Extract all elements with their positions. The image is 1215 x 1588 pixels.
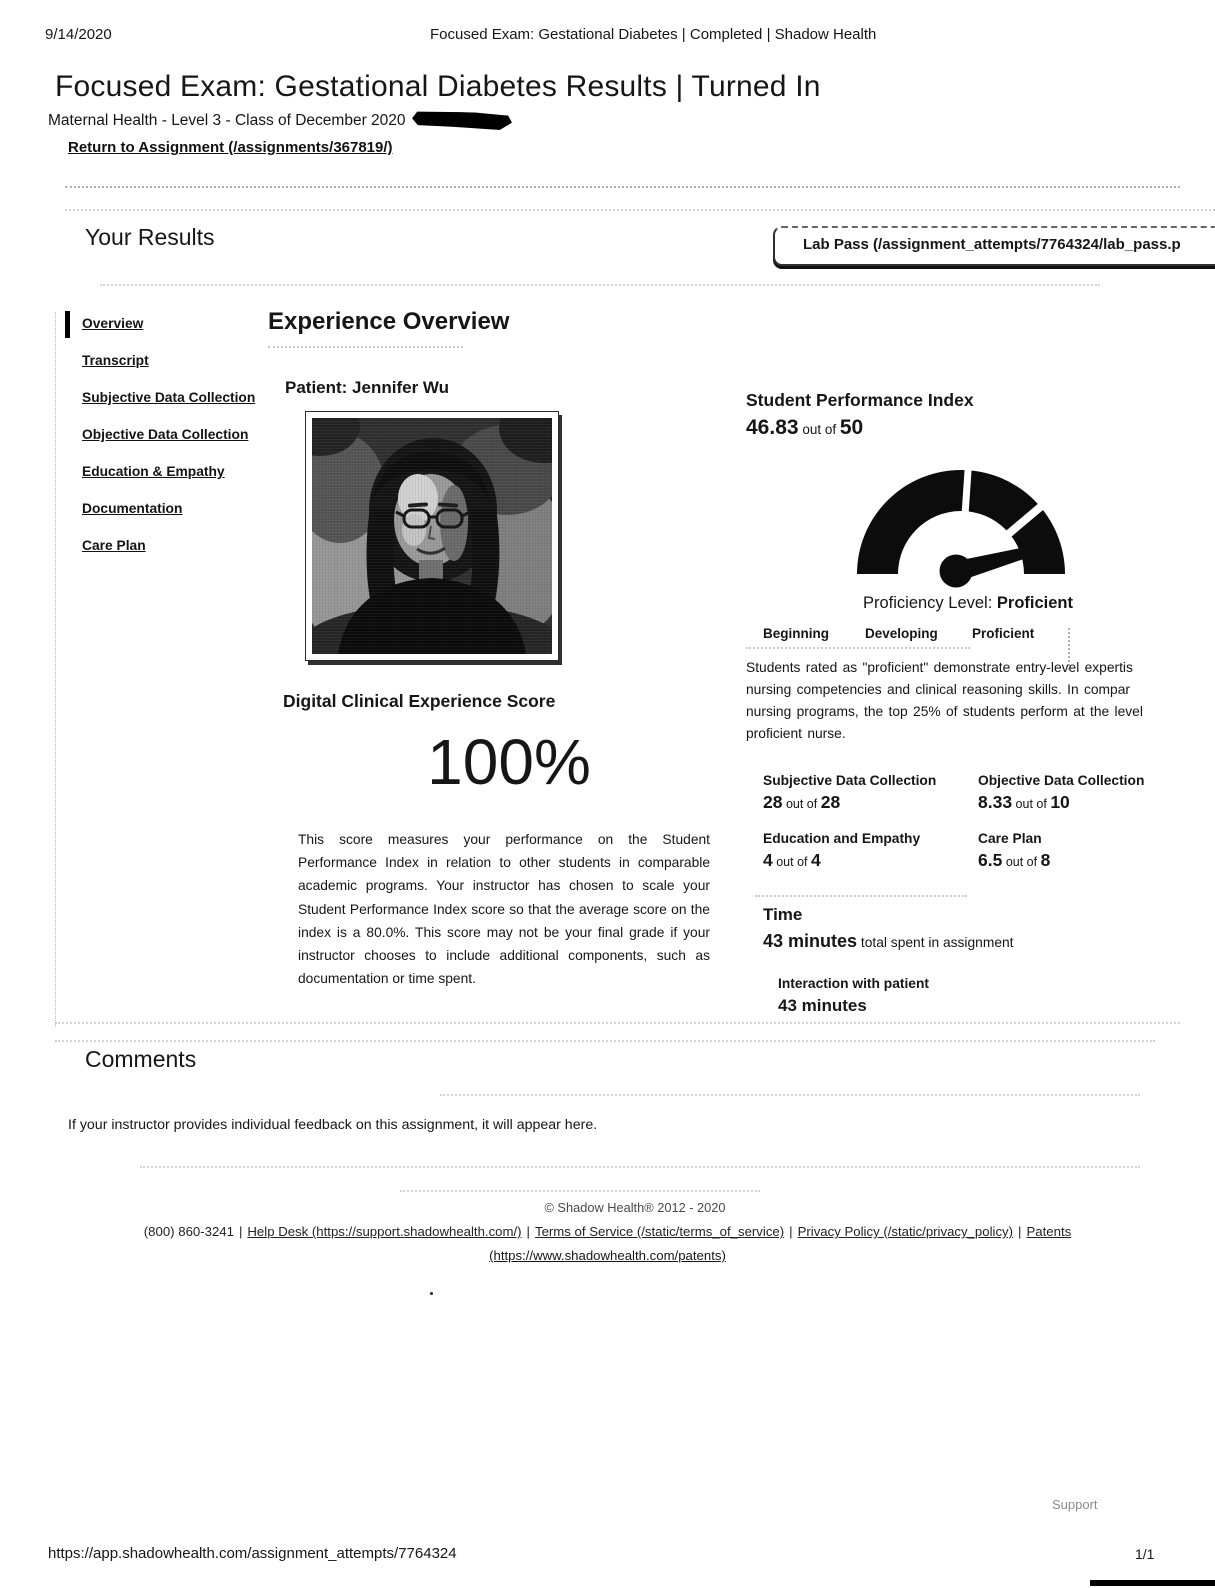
interaction-label: Interaction with patient (778, 976, 930, 991)
experience-overview-section (268, 308, 710, 990)
score-card-value (763, 850, 978, 871)
interaction-block (778, 976, 1215, 1016)
comments-heading: Comments (85, 1046, 197, 1072)
score-card-label: Subjective Data Collection (763, 773, 937, 788)
copyright-text: © Shadow Health® 2012 - 2020 (544, 1200, 726, 1215)
score-max: 28 (820, 792, 841, 812)
sidebar-item-label: Objective Data Collection (82, 427, 249, 442)
sidebar-item-label: Overview (82, 316, 144, 331)
out-of-label: out of (1015, 797, 1047, 811)
out-of-label: out of (1005, 855, 1038, 869)
sidebar-item-education-empathy[interactable] (82, 464, 272, 479)
score-card (978, 773, 1215, 813)
separator-line (65, 186, 1180, 188)
score-value: 28 (763, 792, 783, 812)
time-total-line (763, 931, 1215, 952)
score-card-label: Care Plan (978, 831, 1042, 846)
scan-artifact-line (1068, 628, 1070, 670)
time-heading: Time (763, 905, 803, 924)
results-nav (82, 316, 272, 575)
page-title: Focused Exam: Gestational Diabetes Results | Turned In (55, 70, 821, 103)
experience-overview-heading: Experience Overview (268, 308, 510, 335)
sidebar-item-label: Transcript (82, 353, 149, 368)
level-label-developing: Developing (865, 626, 938, 641)
score-value: 8.33 (978, 792, 1013, 812)
print-date: 9/14/2020 (45, 26, 112, 43)
sidebar-item-overview[interactable] (82, 316, 272, 331)
score-max: 8 (1040, 850, 1051, 870)
patient-name-label: Patient: Jennifer Wu (285, 378, 450, 397)
sidebar-item-documentation[interactable] (82, 501, 272, 516)
sidebar-item-subjective-data-collection[interactable] (82, 390, 272, 405)
course-subtitle: Maternal Health - Level 3 - Class of December 2020 (48, 112, 406, 129)
sidebar-item-objective-data-collection[interactable] (82, 427, 272, 442)
print-footer-url: https://app.shadowhealth.com/assignment_attempts/7764324 (48, 1545, 457, 1562)
active-indicator (65, 311, 70, 338)
category-scores-grid (763, 773, 1215, 871)
student-performance-section (746, 390, 1215, 1016)
dce-score-heading: Digital Clinical Experience Score (283, 691, 556, 711)
your-results-heading: Your Results (85, 224, 215, 250)
scan-artifact-bar (1090, 1580, 1215, 1586)
score-card-value (978, 792, 1215, 813)
score-value: 6.5 (978, 850, 1003, 870)
score-card (763, 831, 978, 871)
description-line: Students rated as "proficient" demonstrate entry-level expertis (746, 660, 1133, 675)
description-line: nursing competencies and clinical reasoning skills. In compar (746, 682, 1130, 697)
print-page-number: 1/1 (1135, 1546, 1155, 1562)
spi-max: 50 (839, 416, 864, 439)
print-doc-title: Focused Exam: Gestational Diabetes | Completed | Shadow Health (430, 26, 877, 43)
description-line: proficient nurse. (746, 726, 846, 741)
scan-artifact-line (55, 312, 56, 1027)
footer-separator: | (1018, 1224, 1022, 1239)
out-of-label: out of (785, 797, 818, 811)
proficiency-description (746, 657, 1215, 745)
sidebar-item-label: Education & Empathy (82, 464, 225, 479)
sidebar-item-transcript[interactable] (82, 353, 272, 368)
proficiency-value: Proficient (996, 594, 1073, 612)
score-value: 4 (763, 850, 773, 870)
spi-out-of-label: out of (802, 422, 837, 437)
time-total-value: 43 minutes (763, 931, 858, 951)
sidebar-item-label: Documentation (82, 501, 183, 516)
comments-empty-text: If your instructor provides individual feedback on this assignment, it will appear here. (68, 1117, 598, 1133)
footer-phone: (800) 860-3241 (143, 1224, 234, 1239)
separator-line (65, 209, 1215, 211)
score-card (978, 831, 1215, 871)
separator-line (440, 1094, 1140, 1096)
score-card-value (978, 850, 1215, 871)
separator-line (400, 1190, 760, 1192)
dce-score-description: This score measures your performance on the Student Performance Index in relation to other students in comparable academic programs. Your instructor has chosen to scale your Student Performance Index score so that the average score on the index is a 80.0%. This score may not be your final grade if your instructor chooses to include additional components, such as documentation or time spent. (298, 832, 710, 987)
score-max: 10 (1050, 792, 1070, 812)
score-card (763, 773, 978, 813)
patient-portrait-image (312, 418, 552, 654)
footer-link-privacy-policy[interactable]: Privacy Policy (/static/privacy_policy) (797, 1224, 1014, 1239)
separator-line (55, 1022, 1180, 1024)
footer-separator: | (526, 1224, 530, 1239)
footer-link-patents[interactable]: Patents (1026, 1224, 1072, 1239)
footer-link-patents-url[interactable]: (https://www.shadowhealth.com/patents) (489, 1248, 726, 1263)
score-max: 4 (810, 850, 821, 870)
footer-patents-url-line (0, 1248, 1215, 1263)
footer-separator: | (238, 1224, 243, 1239)
separator-line (746, 647, 970, 649)
spi-score-line (746, 416, 1215, 440)
course-subtitle-row (48, 112, 512, 130)
footer-link-terms-of-service[interactable]: Terms of Service (/static/terms_of_service) (534, 1224, 785, 1239)
description-line: nursing programs, the top 25% of students perform at the level (746, 704, 1143, 719)
spi-score: 46.83 (746, 416, 799, 439)
proficiency-label: Proficiency Level: (862, 594, 993, 612)
spi-heading: Student Performance Index (746, 390, 974, 410)
score-card-value (763, 792, 978, 813)
separator-line (755, 895, 967, 897)
redaction-mark (411, 111, 511, 131)
proficiency-line (850, 594, 1086, 613)
score-card-label: Education and Empathy (763, 831, 921, 846)
level-label-proficient: Proficient (972, 626, 1035, 641)
level-label-beginning: Beginning (763, 626, 829, 641)
support-link[interactable]: Support (1052, 1497, 1098, 1512)
time-total-suffix: total spent in assignment (860, 935, 1014, 950)
lab-pass-button[interactable]: Lab Pass (/assignment_attempts/7764324/lab_pass.p (773, 226, 1215, 266)
sidebar-item-label: Care Plan (82, 538, 146, 553)
footer-separator: | (789, 1224, 793, 1239)
separator-line (55, 1040, 1155, 1042)
footer-links-row (0, 1224, 1215, 1239)
out-of-label: out of (776, 855, 808, 869)
gauge-needle-pivot (940, 555, 973, 588)
patient-photo (305, 411, 559, 661)
sidebar-item-label: Subjective Data Collection (82, 390, 256, 405)
sidebar-item-care-plan[interactable] (82, 538, 272, 553)
performance-gauge-chart (850, 450, 1072, 590)
return-to-assignment-link[interactable]: Return to Assignment (/assignments/367819/) (68, 139, 393, 156)
separator-line (140, 1166, 1140, 1168)
separator-line (268, 346, 463, 348)
score-card-label: Objective Data Collection (978, 773, 1145, 788)
footer-link-help-desk[interactable]: Help Desk (https://support.shadowhealth.com/) (247, 1224, 522, 1239)
separator-line (100, 284, 1100, 286)
proficiency-levels-row (763, 626, 1215, 641)
interaction-value: 43 minutes (778, 996, 867, 1015)
scan-artifact-dot (430, 1292, 433, 1295)
dce-score-value: 100% (427, 726, 591, 798)
